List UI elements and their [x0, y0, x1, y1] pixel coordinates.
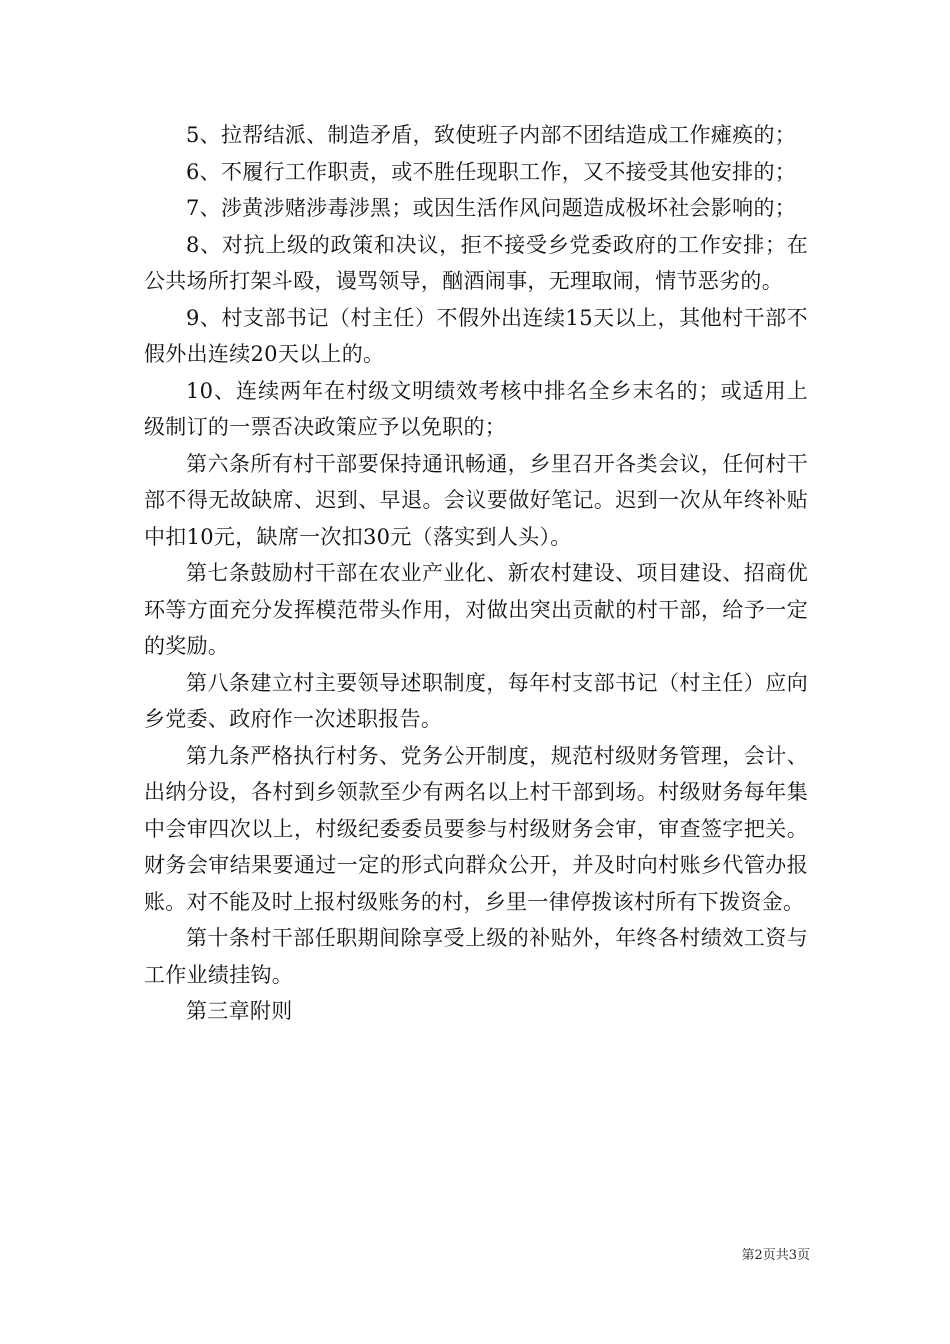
paragraph-item-9: 9、村支部书记（村主任）不假外出连续15天以上，其他村干部不假外出连续20天以上的。 — [144, 305, 808, 366]
paragraph-article-8: 第八条建立村主要领导述职制度，每年村支部书记（村主任）应向乡党委、政府作一次述职报告。 — [144, 670, 808, 731]
page-number: 第2页共3页 — [741, 1248, 810, 1263]
paragraph-article-6: 第六条所有村干部要保持通讯畅通，乡里召开各类会议，任何村干部不得无故缺席、迟到、早退。会议要做好笔记。迟到一次从年终补贴中扣10元，缺席一次扣30元（落实到人头）。 — [144, 451, 808, 549]
paragraph-article-7: 第七条鼓励村干部在农业产业化、新农村建设、项目建设、招商优环等方面充分发挥模范带头作用，对做出突出贡献的村干部，给予一定的奖励。 — [144, 561, 808, 658]
paragraph-item-6: 6、不履行工作职责，或不胜任现职工作，又不接受其他安排的； — [186, 159, 797, 184]
paragraph-article-9: 第九条严格执行村务、党务公开制度，规范村级财务管理，会计、出纳分设，各村到乡领款至少有两名以上村干部到场。村级财务每年集中会审四次以上，村级纪委委员要参与村级财务会审，审查签字把关。财务会审结果要通过一定的形式向群众公开，并及时向村账乡代管办报账。对不能及时上报村级账务的村，乡里一律停拨该村所有下拨资金。 — [144, 743, 808, 914]
paragraph-item-8: 8、对抗上级的政策和决议，拒不接受乡党委政府的工作安排；在公共场所打架斗殴，谩骂领导，酗酒闹事，无理取闹，情节恶劣的。 — [144, 232, 808, 293]
paragraph-item-7: 7、涉黄涉赌涉毒涉黑；或因生活作风问题造成极坏社会影响的； — [186, 196, 797, 220]
paragraph-item-10: 10、连续两年在村级文明绩效考核中排名全乡末名的；或适用上级制订的一票否决政策应予以免职的； — [144, 378, 808, 439]
paragraph-article-10: 第十条村干部任职期间除享受上级的补贴外，年终各村绩效工资与工作业绩挂钩。 — [144, 926, 808, 987]
body-text — [144, 117, 808, 1030]
paragraph-item-5: 5、拉帮结派、制造矛盾，致使班子内部不团结造成工作瘫痪的； — [186, 123, 797, 147]
chapter-heading: 第三章附则 — [186, 999, 293, 1023]
